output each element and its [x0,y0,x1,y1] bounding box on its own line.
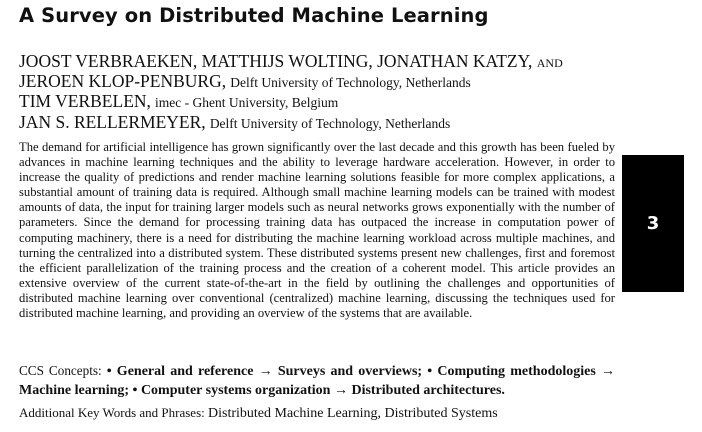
ccs-concepts [19,362,615,400]
author-list [19,52,619,133]
page-tab-number: 3 [646,213,660,234]
keywords-label: Additional Key Words and Phrases: [19,405,205,420]
author-names-1: JOOST VERBRAEKEN, MATTHIJS WOLTING, JONATHAN KATZY, and JEROEN KLOP-PENBURG, [19,51,563,91]
abstract: The demand for artificial intelligence has grown significantly over the last decade and this growth has been fueled by advances in machine learning techniques and the ability to leverage hardware acceleration. However, in order to increase the quality of predictions and render machine learning solutions feasible for more complex applications, a substantial amount of training data is required. Although small machine learning models can be trained with modest amounts of data, the input for training larger models such as neural networks grows exponentially with the number of parameters. Since the demand for processing training data has outpaced the increase in computation power of computing machinery, there is a need for distributing the machine learning workload across multiple machines, and turning the centralized into a distributed system. These distributed systems present new challenges, first and foremost the efficient parallelization of the training process and the creation of a coherent model. This article provides an extensive overview of the current state-of-the-art in the field by outlining the challenges and opportunities of distributed machine learning over conventional (centralized) machine learning, discussing the techniques used for distributed machine learning, and providing an overview of the systems that are available. [19,140,615,321]
author-affiliation-2: imec - Ghent University, Belgium [155,95,339,110]
keywords-list: Distributed Machine Learning, Distributed Systems [208,406,498,421]
ccs-concept-list: • General and reference → Surveys and overviews; • Computing methodologies → Machine learning; • Computer systems organization → Distributed architectures. [19,364,616,398]
page-thumb-tab [622,155,684,292]
author-names-2: TIM VERBELEN, [19,91,151,111]
author-group-1 [19,52,619,92]
author-affiliation-3: Delft University of Technology, Netherlands [209,115,451,131]
author-names-3: JAN S. RELLERMEYER, [19,111,206,132]
keywords [19,404,619,423]
author-affiliation-1: Delft University of Technology, Netherlands [230,74,471,90]
author-group-3 [19,113,619,134]
paper-title: A Survey on Distributed Machine Learning [19,4,489,27]
author-group-2 [19,92,619,113]
ccs-label: CCS Concepts: [19,363,102,378]
